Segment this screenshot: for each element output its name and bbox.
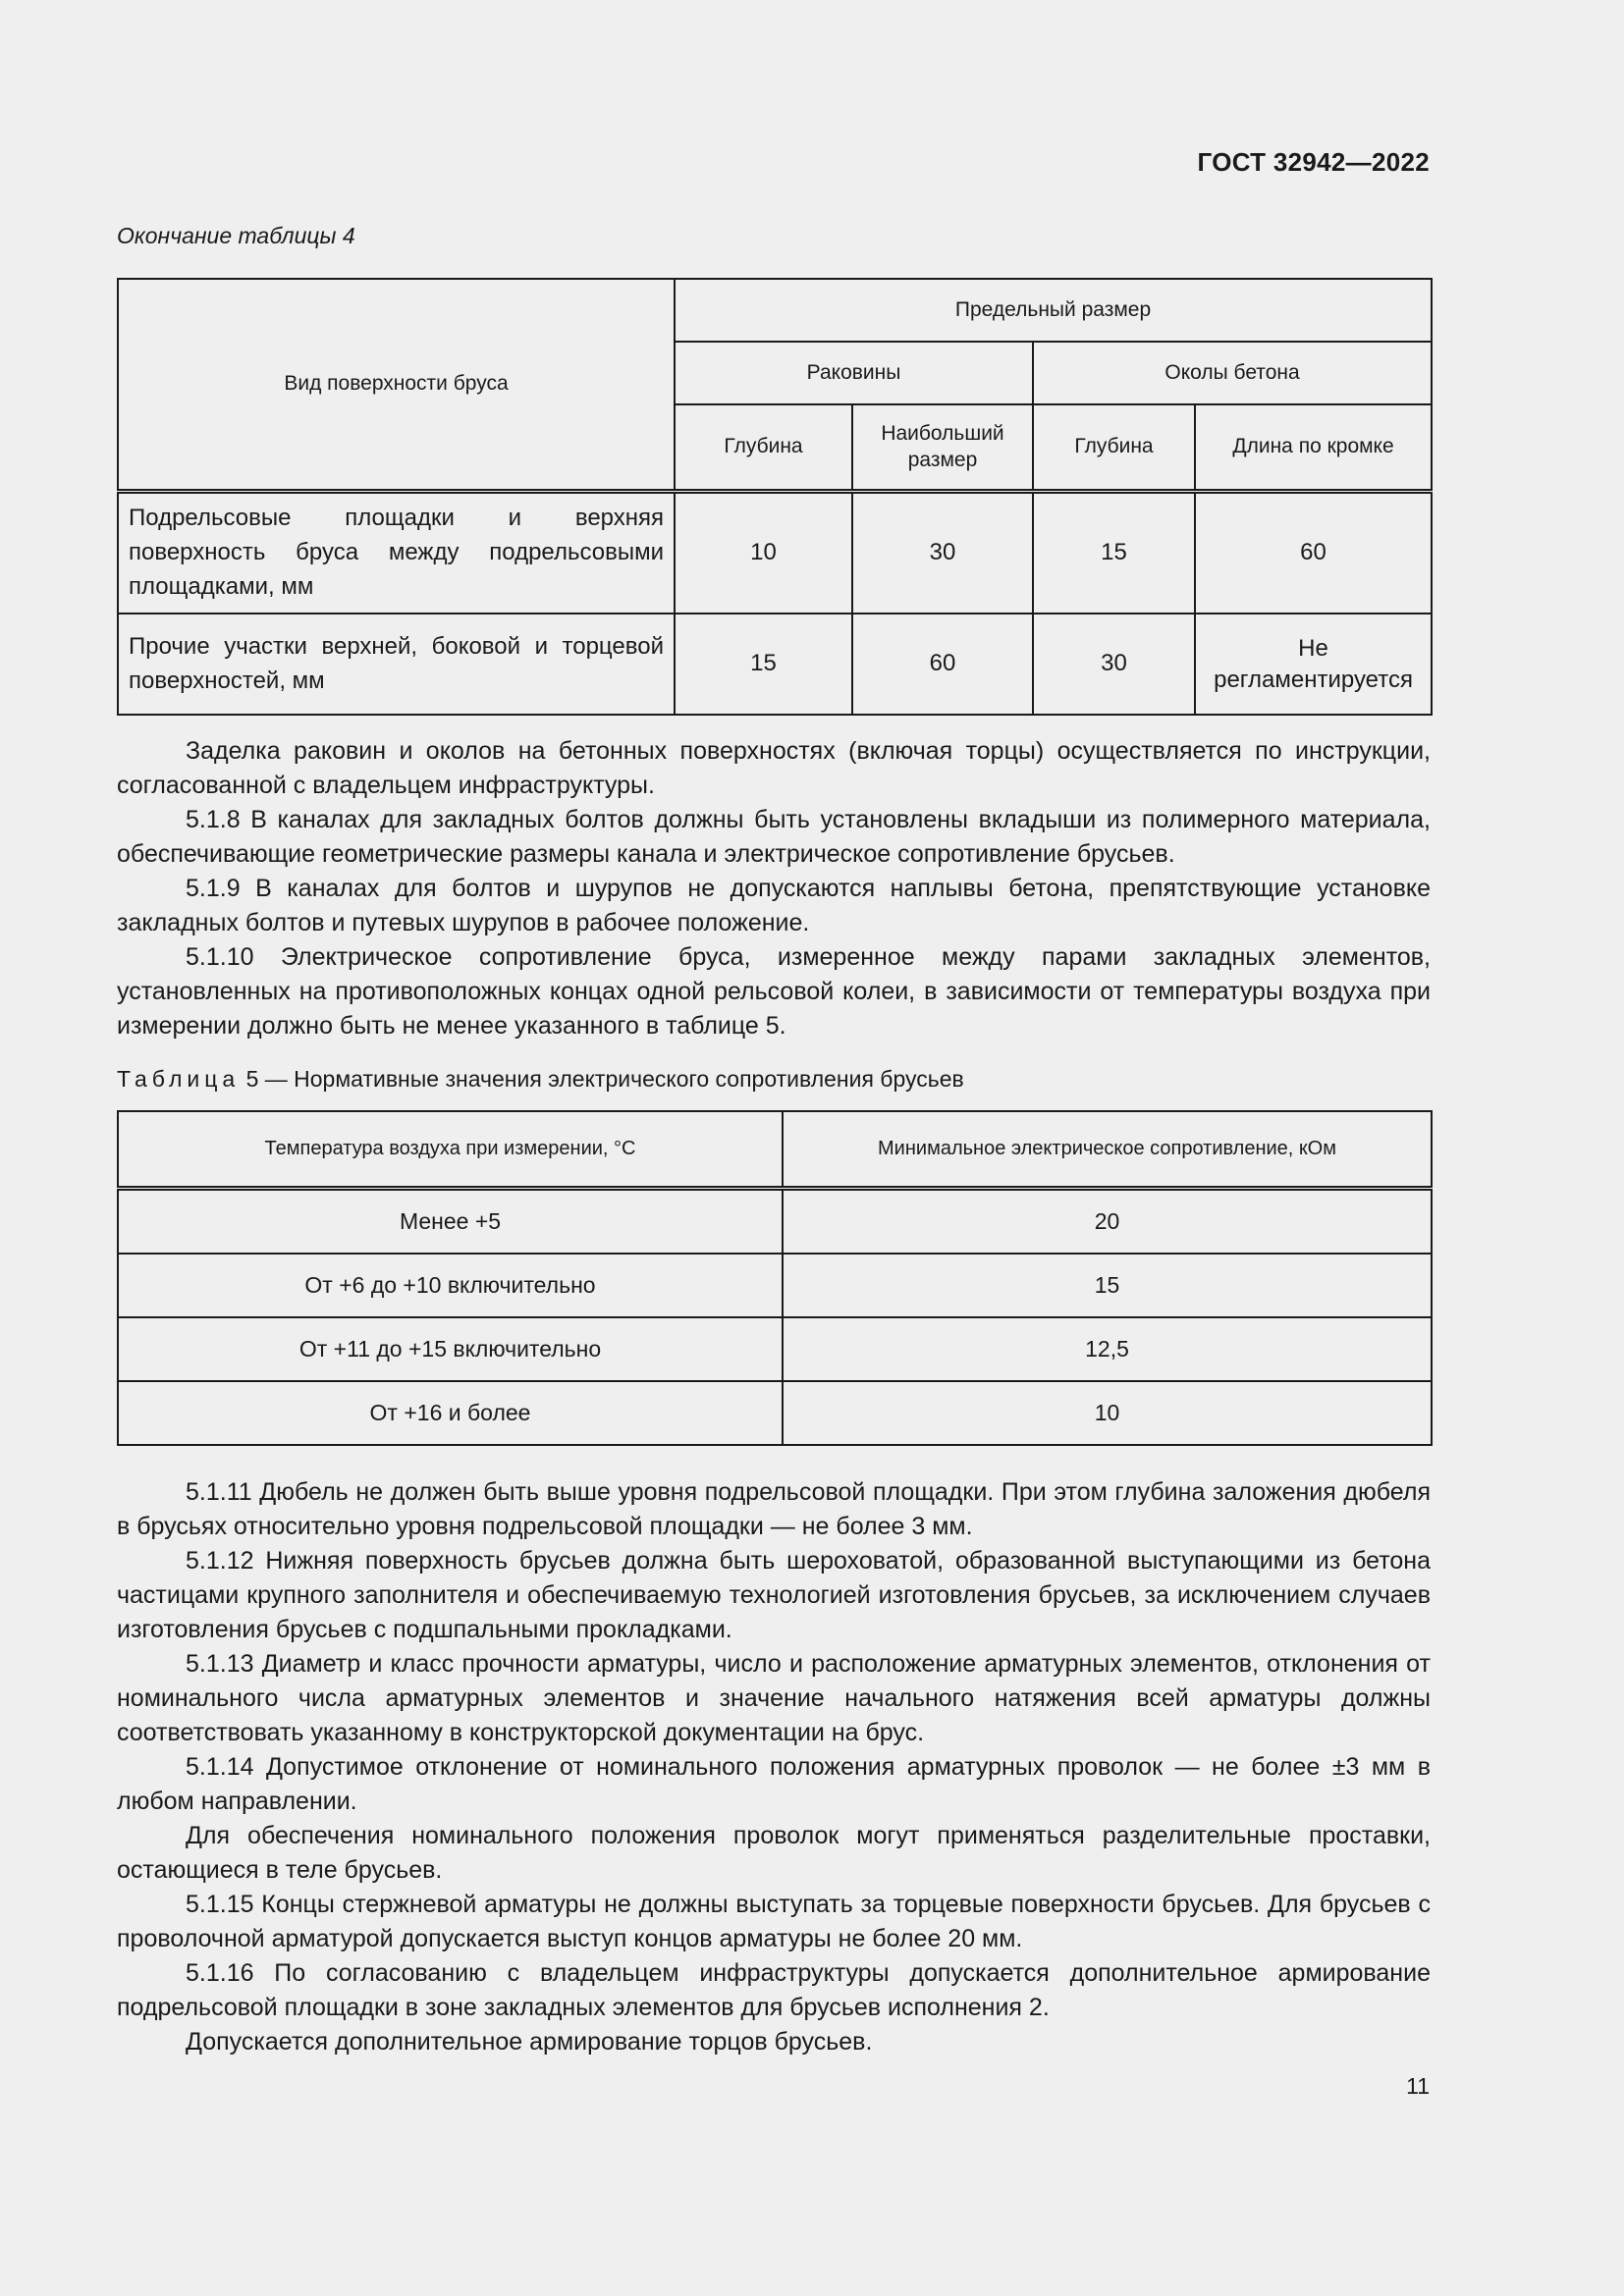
table4-sub-depth: Глубина <box>675 404 852 492</box>
paragraph: 5.1.10 Электрическое сопротивление бруса, измеренное между парами закладных элементов, установленных на противоположных концах одной рельсовой колеи, в зависимости от температуры воздуха при измерении должно быть не менее указанного в таблице 5. <box>117 943 1431 1040</box>
table5-cell-resistance: 15 <box>783 1254 1432 1317</box>
table4-cell: Не регламентируется <box>1195 614 1432 715</box>
table4-sub-max-size: Наибольший размер <box>852 404 1033 492</box>
table4-cell-surface: Прочие участки верхней, боковой и торцевой поверхностей, мм <box>118 614 675 715</box>
table5-cell-temp: От +16 и более <box>118 1381 783 1445</box>
table4-sub-edge-length: Длина по кромке <box>1195 404 1432 492</box>
table4-cell: 60 <box>852 614 1033 715</box>
paragraph: 5.1.8 В каналах для закладных болтов должны быть установлены вкладыши из полимерного материала, обеспечивающие геометрические размеры канала и электрическое сопротивление брусьев. <box>117 806 1431 868</box>
table5-cell-temp: От +6 до +10 включительно <box>118 1254 783 1317</box>
table-row <box>118 492 1432 614</box>
table5-cell-temp: От +11 до +15 включительно <box>118 1317 783 1381</box>
paragraph: 5.1.12 Нижняя поверхность брусьев должна быть шероховатой, образованной выступающими из бетона частицами крупного заполнителя и обеспечиваемую технологией изготовления брусьев, за исключением случаев изготовления брусьев с подшпальными прокладками. <box>117 1547 1431 1643</box>
body-text-bottom <box>117 1475 1431 2059</box>
table-row <box>118 1189 1432 1255</box>
table4-cell-surface: Подрельсовые площадки и верхняя поверхность бруса между подрельсовыми площадками, мм <box>118 492 675 614</box>
table5-caption-text: 5 — Нормативные значения электрического сопротивления брусьев <box>240 1066 964 1092</box>
table4-cell: 10 <box>675 492 852 614</box>
body-text-top <box>117 734 1431 1043</box>
page-number: 11 <box>1406 2073 1430 2099</box>
table4-col-limit: Предельный размер <box>675 279 1432 342</box>
paragraph: 5.1.15 Концы стержневой арматуры не должны выступать за торцевые поверхности брусьев. Для брусьев с проволочной арматурой допускается выступ концов арматуры не более 20 мм. <box>117 1891 1431 1952</box>
table4-col-surface: Вид поверхности бруса <box>118 279 675 492</box>
table4-cell: 15 <box>1033 492 1195 614</box>
paragraph: 5.1.11 Дюбель не должен быть выше уровня подрельсовой площадки. При этом глубина заложения дюбеля в брусьях относительно уровня подрельсовой площадки — не более 3 мм. <box>117 1478 1431 1540</box>
table-row <box>118 1381 1432 1445</box>
table-5 <box>117 1110 1433 1446</box>
table4-group-shells: Раковины <box>675 342 1033 404</box>
table5-caption-prefix: Таблица <box>117 1066 241 1092</box>
table5-cell-resistance: 10 <box>783 1381 1432 1445</box>
table4-group-chips: Околы бетона <box>1033 342 1432 404</box>
table5-cell-resistance: 12,5 <box>783 1317 1432 1381</box>
table-row <box>118 1317 1432 1381</box>
table-row <box>118 1254 1432 1317</box>
table4-cell: 30 <box>852 492 1033 614</box>
table-4 <box>117 278 1433 716</box>
table4-sub-depth: Глубина <box>1033 404 1195 492</box>
table4-cell: 15 <box>675 614 852 715</box>
document-code: ГОСТ 32942—2022 <box>1197 147 1430 177</box>
table5-caption <box>117 1066 964 1093</box>
table-row <box>118 614 1432 715</box>
table4-cell: 30 <box>1033 614 1195 715</box>
table5-col-resistance: Минимальное электрическое сопротивление, кОм <box>783 1111 1432 1189</box>
paragraph: 5.1.13 Диаметр и класс прочности арматуры, число и расположение арматурных элементов, отклонения от номинального числа арматурных элементов и значение начального натяжения всей арматуры должны соответствовать указанному в конструкторской документации на брус. <box>117 1650 1431 1746</box>
table5-col-temp: Температура воздуха при измерении, °С <box>118 1111 783 1189</box>
paragraph: Допускается дополнительное армирование торцов брусьев. <box>186 2028 873 2056</box>
table4-caption: Окончание таблицы 4 <box>117 223 355 248</box>
table4-cell: 60 <box>1195 492 1432 614</box>
paragraph: 5.1.14 Допустимое отклонение от номинального положения арматурных проволок — не более ±3 мм в любом направлении. <box>117 1753 1431 1815</box>
paragraph: Заделка раковин и околов на бетонных поверхностях (включая торцы) осуществляется по инструкции, согласованной с владельцем инфраструктуры. <box>117 737 1431 799</box>
table5-cell-temp: Менее +5 <box>118 1189 783 1255</box>
paragraph: 5.1.9 В каналах для болтов и шурупов не допускаются наплывы бетона, препятствующие установке закладных болтов и путевых шурупов в рабочее положение. <box>117 875 1431 936</box>
paragraph: 5.1.16 По согласованию с владельцем инфраструктуры допускается дополнительное армирование подрельсовой площадки в зоне закладных элементов для брусьев исполнения 2. <box>117 1959 1431 2021</box>
paragraph: Для обеспечения номинального положения проволок могут применяться разделительные проставки, остающиеся в теле брусьев. <box>117 1822 1431 1884</box>
table5-cell-resistance: 20 <box>783 1189 1432 1255</box>
table5-header-row <box>118 1111 1432 1189</box>
table4-header-row <box>118 279 1432 342</box>
